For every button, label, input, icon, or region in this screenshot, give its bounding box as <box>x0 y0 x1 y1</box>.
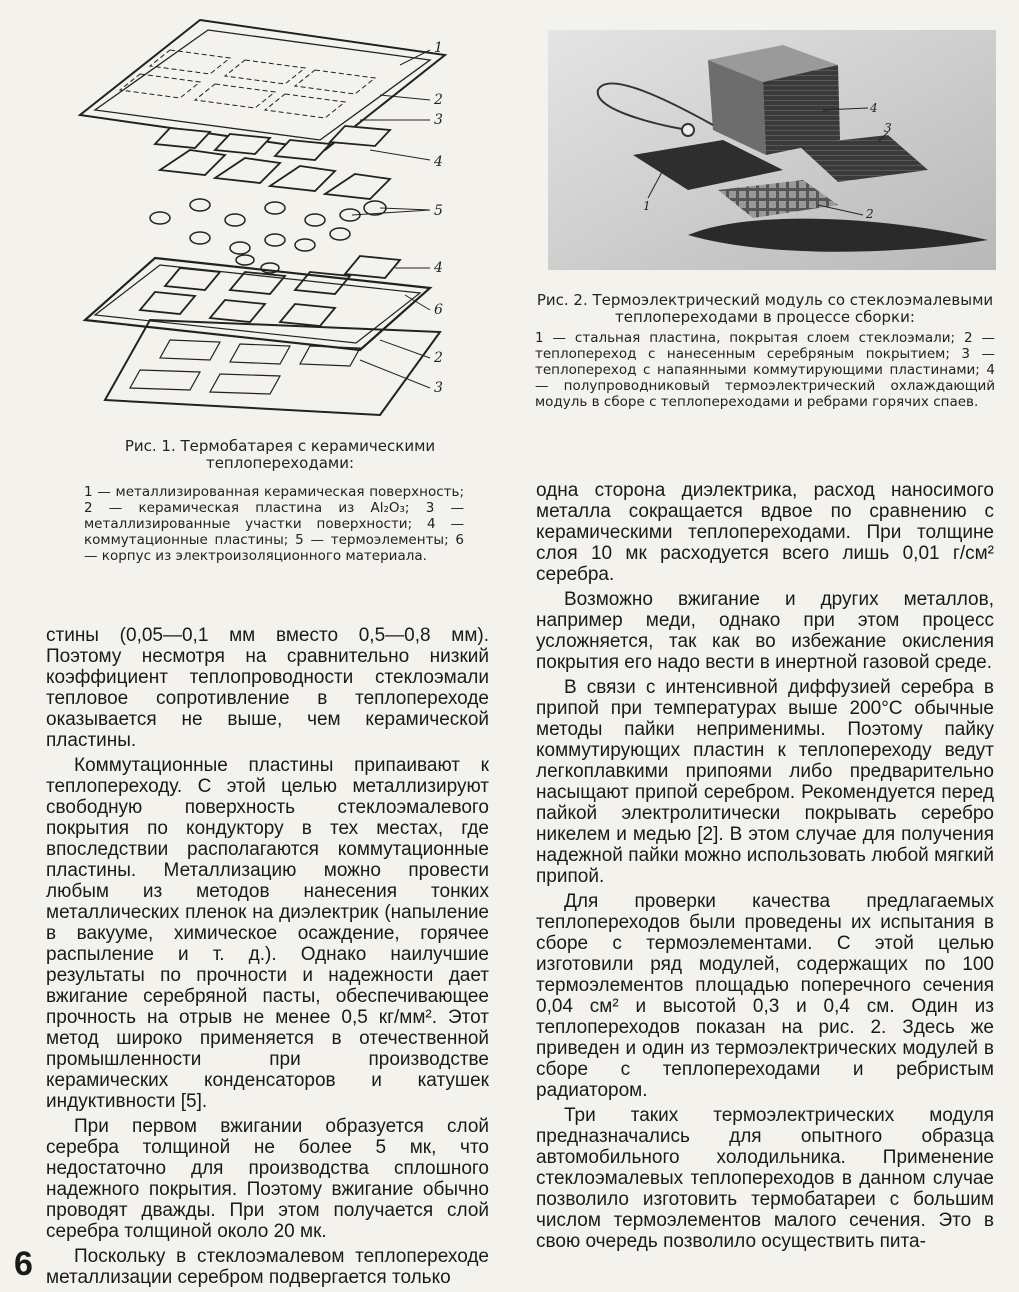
page-number: 6 <box>14 1245 33 1283</box>
figure-1-caption-title: Рис. 1. Термобатарея с керамическими теплопереходами: <box>124 437 436 472</box>
upper-commutation-plates <box>155 126 390 199</box>
paragraph: одна сторона диэлектрика, расход наносимого металла сокращается вдвое по сравнению с керамическими теплопереходами. При толщине слоя 10 мк расходуется всего лишь 0,01 г/см² серебра. <box>536 480 994 585</box>
paragraph: Для проверки качества предлагаемых теплопереходов были проведены их испытания в сборе с термоэлементами. С этой целью изготовили ряд модулей, содержащих по 100 термоэлементов площадью поперечного сечения 0,04 см² и высотой 0,3 и 0,4 см. Один из теплопереходов показан на рис. 2. Здесь же приведен и один из термоэлектрических модулей в сборе с теплопереходами и ребристым радиатором. <box>536 891 994 1101</box>
figure-2-photo <box>548 30 996 270</box>
fig1-label: 2 <box>434 350 443 366</box>
right-column <box>536 480 994 1256</box>
fig1-label: 4 <box>434 260 443 276</box>
figure-2-caption-title: Рис. 2. Термоэлектрический модуль со стеклоэмалевыми теплопереходами в процессе сборки: <box>536 291 994 326</box>
fig1-label: 5 <box>434 203 443 219</box>
fig1-label: 1 <box>434 40 443 56</box>
paragraph: стины (0,05—0,1 мм вместо 0,5—0,8 мм). Поэтому несмотря на сравнительно низкий коэффициент теплопроводности стеклоэмали тепловое сопротивление в теплопереходе оказывается не выше, чем керамической пластины. <box>46 625 489 751</box>
paragraph: Поскольку в стеклоэмалевом теплопереходе металлизации серебром подвергается только <box>46 1246 489 1288</box>
fig2-label: 2 <box>866 207 874 221</box>
paragraph: Возможно вжигание и других металлов, например меди, однако при этом процесс усложняется, так как во избежание окисления покрытия его надо вести в инертной газовой среде. <box>536 589 994 673</box>
fig2-label: 4 <box>870 101 878 115</box>
fig1-label: 3 <box>434 380 443 396</box>
fig1-label: 4 <box>434 154 443 170</box>
figure-1-caption-legend: 1 — металлизированная керамическая поверхность; 2 — керамическая пластина из Al₂O₃; 3 — металлизированные участки поверхности; 4 — коммутационные пластины; 5 — термоэлементы; 6 — корпус из электроизоляционного материала. <box>84 484 464 564</box>
left-column <box>46 625 489 1292</box>
fig1-label: 2 <box>434 92 443 108</box>
fig1-label: 3 <box>434 112 443 128</box>
paragraph: В связи с интенсивной диффузией серебра в припой при температурах выше 200°С обычные методы пайки неприменимы. Поэтому пайку коммутирующих пластин к теплопереходу ведут легкоплавкими припоями либо предварительно насыщают припой серебром. Рекомендуется перед пайкой электролитически покрывать серебро никелем и медью [2]. В этом случае для получения надежной пайки можно использовать любой мягкий припой. <box>536 677 994 887</box>
figure-2-caption-legend: 1 — стальная пластина, покрытая слоем стеклоэмали; 2 — теплопереход с нанесенным серебряным покрытием; 3 — теплопереход с напаянными коммутирующими пластинами; 4 — полупроводниковый термоэлектрический охлаждающий модуль в сборе с теплопереходами и ребрами горячих спаев. <box>535 330 995 410</box>
top-metallized-areas <box>120 50 375 118</box>
fig1-label: 6 <box>434 302 443 318</box>
paragraph: При первом вжигании образуется слой серебра толщиной не более 5 мк, что недостаточно для производства сплошного надежного покрытия. Поэтому вжигание обычно проводят дважды. При этом получается слой серебра толщиной около 20 мк. <box>46 1116 489 1242</box>
figure-1-drawing <box>60 10 490 430</box>
bottom-metallized-areas <box>130 340 360 394</box>
fig2-label: 3 <box>884 121 892 135</box>
paragraph: Коммутационные пластины припаивают к теплопереходу. С этой целью металлизируют свободную поверхность стеклоэмалевого покрытия по кондуктору в тех местах, где впоследствии располагаются коммутационные пластины. Металлизацию можно провести любым из методов нанесения тонких металлических пленок на диэлектрик (напыление в вакууме, химическое осаждение, горячее распыление и т. д.). Однако наилучшие результаты по прочности и надежности дает вжигание серебряной пасты, обеспечивающее прочность на отрыв не менее 0,5 кг/мм². Этот метод широко применяется в отечественной промышленности при производстве керамических конденсаторов и катушек индуктивности [5]. <box>46 755 489 1112</box>
paragraph: Три таких термоэлектрических модуля предназначались для опытного образца автомобильного холодильника. Применение стеклоэмалевых теплопереходов в данном случае позволило изготовить термобатареи с большим числом термоэлементов малого сечения. Это в свою очередь позволило осуществить пита- <box>536 1105 994 1252</box>
fig2-label: 1 <box>643 199 651 213</box>
